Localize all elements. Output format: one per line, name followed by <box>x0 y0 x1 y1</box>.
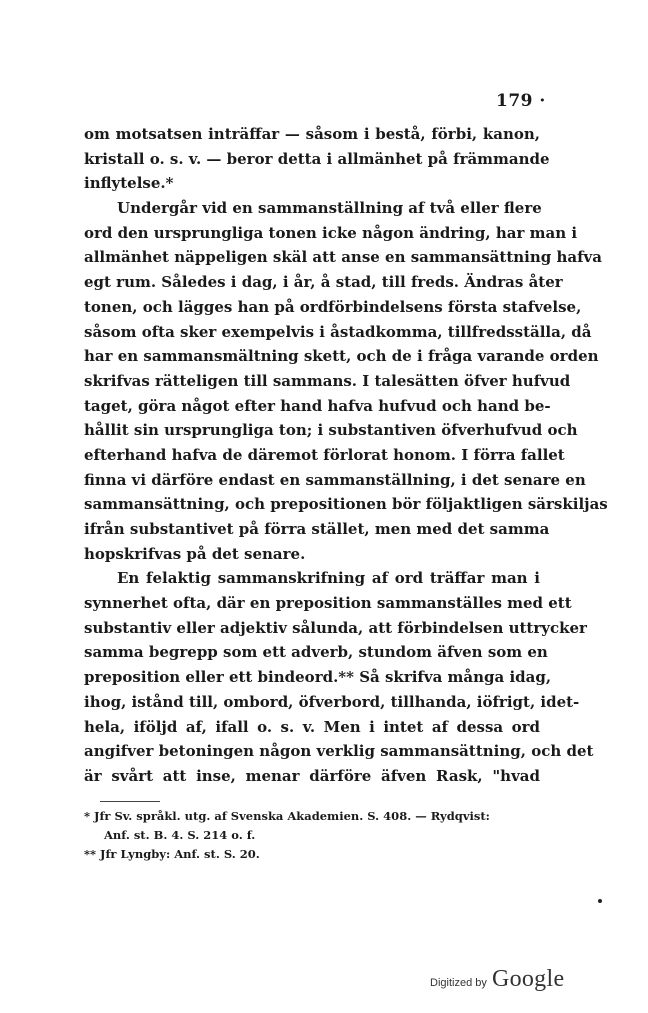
body-text <box>84 122 608 789</box>
text-line: samma begrepp som ett adverb, stundom äfven som en <box>84 643 548 662</box>
text-line: allmänhet näppeligen skäl att anse en sammansättning hafva <box>84 248 602 267</box>
text-line: om motsatsen inträffar — såsom i bestå, förbi, kanon, <box>84 125 540 143</box>
footnotes <box>84 807 544 864</box>
footnote-rule <box>100 801 160 802</box>
ink-speck <box>598 899 602 903</box>
text-line: taget, göra något efter hand hafva hufvud och hand be- <box>84 396 551 415</box>
text-line: egt rum. Således i dag, i år, å stad, till freds. Ändras åter <box>84 273 563 292</box>
text-line: har en sammansmältning skett, och de i fråga varande orden <box>84 347 599 366</box>
text-line: ifrån substantivet på förra stället, men med det samma <box>84 520 550 538</box>
text-line: angifver betoningen någon verklig sammansättning, och det <box>84 742 594 761</box>
watermark-prefix: Digitized by <box>430 977 487 989</box>
text-line: En felaktig sammanskrifning af ord träffar man i <box>117 569 540 588</box>
text-line: synnerhet ofta, där en preposition sammanställes med ett <box>84 594 572 613</box>
text-line: tonen, och lägges han på ordförbindelsens första stafvelse, <box>84 297 582 316</box>
text-line: finna vi därföre endast en sammanställning, i det senare en <box>84 470 586 489</box>
text-line: kristall o. s. v. — beror detta i allmänhet på främmande <box>84 149 550 168</box>
text-line: hela, iföljd af, ifall o. s. v. Men i intet af dessa ord <box>84 717 540 736</box>
google-logo: Google <box>491 966 565 992</box>
text-line: hopskrifvas på det senare. <box>84 544 306 563</box>
text-line: är svårt att inse, menar därföre äfven Rask, "hvad <box>84 766 540 785</box>
text-line: inflytelse.* <box>84 174 174 193</box>
text-line: skrifvas rätteligen till sammans. I talesätten öfver hufvud <box>84 371 571 390</box>
text-line: efterhand hafva de däremot förlorat honom. I förra fallet <box>84 445 565 464</box>
digitized-watermark <box>430 966 564 993</box>
text-line: preposition eller ett bindeord.** Så skrifva många idag, <box>84 668 552 687</box>
footnote: ** Jfr Lyngby: Anf. st. S. 20. <box>84 847 260 861</box>
text-line: såsom ofta sker exempelvis i åstadkomma, tillfredsställa, då <box>84 322 592 341</box>
text-line: Undergår vid en sammanställning af två eller flere <box>117 199 542 218</box>
footnote-continuation: Anf. st. B. 4. S. 214 o. f. <box>104 828 256 842</box>
text-line: ord den ursprungliga tonen icke någon ändring, har man i <box>84 223 578 242</box>
text-line: sammansättning, och prepositionen bör följaktligen särskiljas <box>84 495 608 514</box>
footnote: * Jfr Sv. språkl. utg. af Svenska Akademien. S. 408. — Rydqvist: <box>84 809 490 823</box>
page-number: 179 · <box>496 91 546 111</box>
text-line: hållit sin ursprungliga ton; i substantiven öfverhufvud och <box>84 421 578 440</box>
text-line: substantiv eller adjektiv sålunda, att förbindelsen uttrycker <box>84 618 587 637</box>
text-line: ihog, istånd till, ombord, öfverbord, tillhanda, iöfrigt, idet- <box>84 692 580 711</box>
